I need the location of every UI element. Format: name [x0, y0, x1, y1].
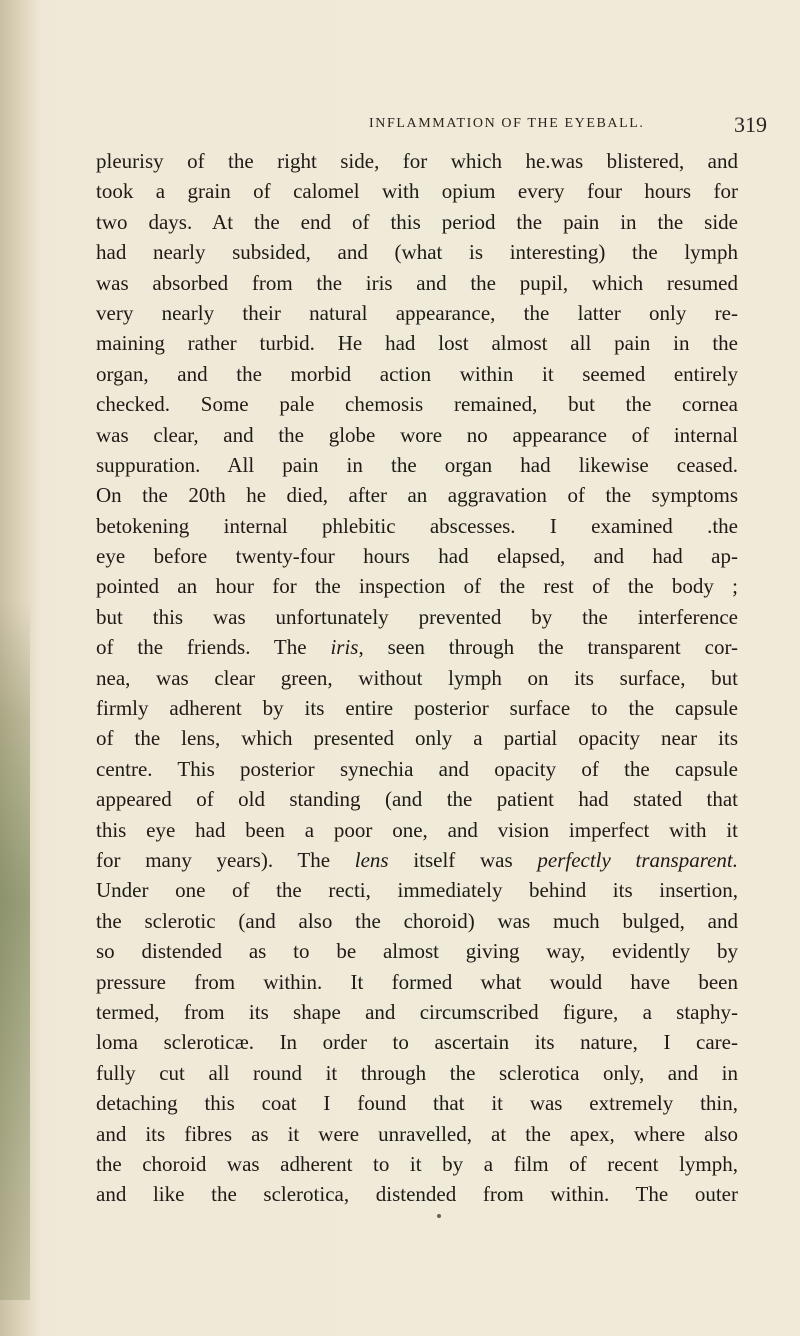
italic-term-iris: iris [330, 635, 359, 660]
text-line: and like the sclerotica, distended from within. The outer [96, 1182, 738, 1207]
text-line: two days. At the end of this period the pain in the side [96, 209, 738, 234]
text-line: organ, and the morbid action within it seemed entirely [96, 361, 738, 386]
text-line: detaching this coat I found that it was extremely thin, [96, 1091, 738, 1116]
text-run: of the friends. The [96, 635, 307, 660]
text-line: this eye had been a poor one, and vision imperfect with it [96, 817, 738, 842]
text-line: so distended as to be almost giving way, evidently by [96, 939, 738, 964]
text-line: the choroid was adherent to it by a film of recent lymph, [96, 1151, 738, 1176]
text-line-mixed [96, 845, 738, 875]
text-line: betokening internal phlebitic abscesses. I examined .the [96, 513, 738, 538]
italic-term-lens: lens [354, 847, 389, 872]
text-line: pointed an hour for the inspection of the rest of the body ; [96, 574, 738, 599]
page-number: 319 [734, 112, 767, 137]
text-line: pressure from within. It formed what would have been [96, 969, 738, 994]
text-line: was clear, and the globe wore no appearance of internal [96, 422, 738, 447]
text-line: eye before twenty-four hours had elapsed, and had ap- [96, 544, 738, 569]
text-line: maining rather turbid. He had lost almost all pain in the [96, 331, 738, 356]
text-line: firmly adherent by its entire posterior surface to the capsule [96, 696, 738, 721]
text-line: but this was unfortunately prevented by the interference [96, 604, 738, 629]
text-line: very nearly their natural appearance, the latter only re- [96, 300, 738, 325]
text-line: suppuration. All pain in the organ had likewise ceased. [96, 452, 738, 477]
text-run: for many years). The [96, 847, 331, 872]
text-line: appeared of old standing (and the patient had stated that [96, 787, 738, 812]
text-line-mixed [96, 632, 738, 662]
running-head: INFLAMMATION OF THE EYEBALL. [369, 116, 645, 131]
text-run: , seen through the transparent cor- [358, 635, 739, 660]
text-line: centre. This posterior synechia and opacity of the capsule [96, 756, 738, 781]
gutter-stain [0, 600, 30, 1300]
text-line: pleurisy of the right side, for which he.was blistered, and [96, 149, 738, 173]
text-line: fully cut all round it through the sclerotica only, and in [96, 1060, 738, 1085]
text-line: was absorbed from the iris and the pupil, which resumed [96, 270, 738, 295]
text-line: Under one of the recti, immediately behind its insertion, [96, 878, 738, 903]
text-line: the sclerotic (and also the choroid) was much bulged, and [96, 908, 738, 933]
text-line: nea, was clear green, without lymph on its surface, but [96, 665, 738, 690]
ink-speck [437, 1214, 441, 1218]
text-line: and its fibres as it were unravelled, at the apex, where also [96, 1121, 738, 1146]
text-line: checked. Some pale chemosis remained, but the cornea [96, 392, 738, 417]
text-line: of the lens, which presented only a partial opacity near its [96, 726, 738, 751]
italic-phrase: perfectly transparent. [537, 847, 739, 872]
text-line: took a grain of calomel with opium every four hours for [96, 179, 738, 204]
text-line: On the 20th he died, after an aggravation of the symptoms [96, 483, 738, 508]
text-line: had nearly subsided, and (what is interesting) the lymph [96, 240, 738, 265]
body-text [96, 146, 738, 1210]
text-line: termed, from its shape and circumscribed figure, a staphy- [96, 999, 738, 1024]
text-run: itself was [413, 847, 513, 872]
page-header [240, 112, 767, 142]
text-line: loma scleroticæ. In order to ascertain its nature, I care- [96, 1030, 738, 1055]
